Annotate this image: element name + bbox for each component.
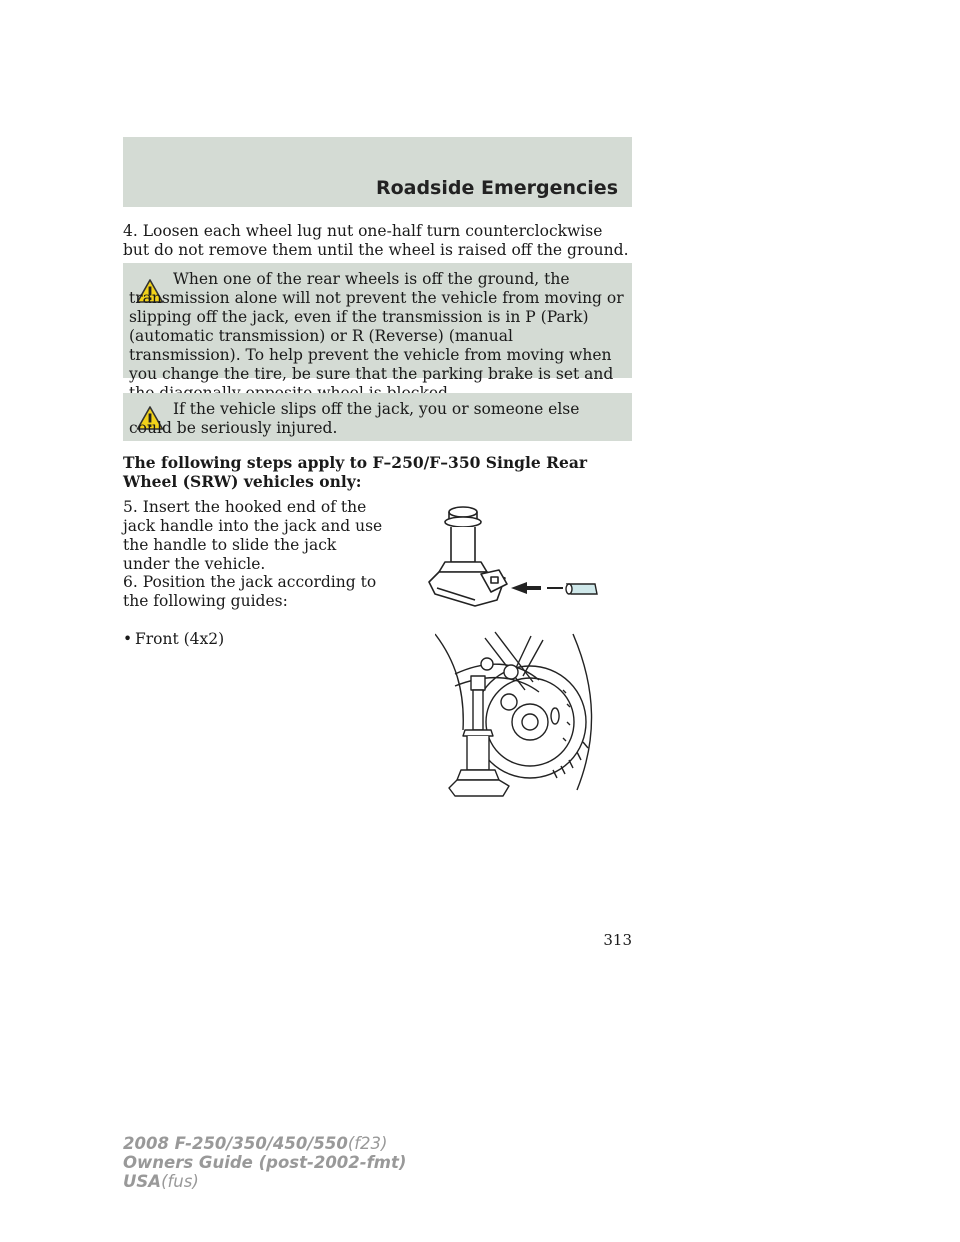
footer-region: USA (123, 1172, 162, 1191)
bullet-symbol: • (123, 630, 133, 648)
document-footer (123, 1134, 406, 1191)
step-4-text: 4. Loosen each wheel lug nut one-half turn counterclockwise but do not remove them until the wheel is raised off the ground. (123, 222, 629, 259)
page-number: 313 (603, 931, 632, 949)
footer-model: 2008 F-250/350/450/550 (123, 1134, 348, 1153)
jack-handle-illustration (415, 500, 605, 612)
srw-heading: The following steps apply to F–250/F–350 Single Rear Wheel (SRW) vehicles only: (123, 453, 588, 491)
warning-text-transmission: When one of the rear wheels is off the ground, the transmission alone will not prevent the vehicle from moving or slipping off the jack, even if the transmission is in P (Park) (automatic transmission) or R (Reverse) (manual transmission). To help prevent the vehicle from moving when you change the tire, be sure that the parking brake is set and (129, 270, 624, 383)
bullet-text: Front (4x2) (135, 630, 225, 648)
step-5-text: 5. Insert the hooked end of the jack handle into the jack and use the handle to slide the jack under the vehicle. (123, 498, 383, 573)
step-6-text: 6. Position the jack according to the following guides: (123, 573, 377, 610)
footer-region-code: (fus) (161, 1172, 199, 1191)
section-header-band (123, 137, 632, 207)
section-title: Roadside Emergencies (375, 177, 618, 199)
footer-model-code: (f23) (347, 1134, 388, 1153)
warning-box-transmission (123, 263, 632, 383)
warning-box-slip (123, 393, 632, 441)
front-4x2-jack-position-illustration (435, 630, 595, 800)
footer-guide: Owners Guide (post-2002-fmt) (123, 1153, 407, 1172)
warning-text-slip: If the vehicle slips off the jack, you or someone else could be seriously injured. (129, 400, 580, 437)
bullet-front-4x2 (123, 630, 385, 649)
